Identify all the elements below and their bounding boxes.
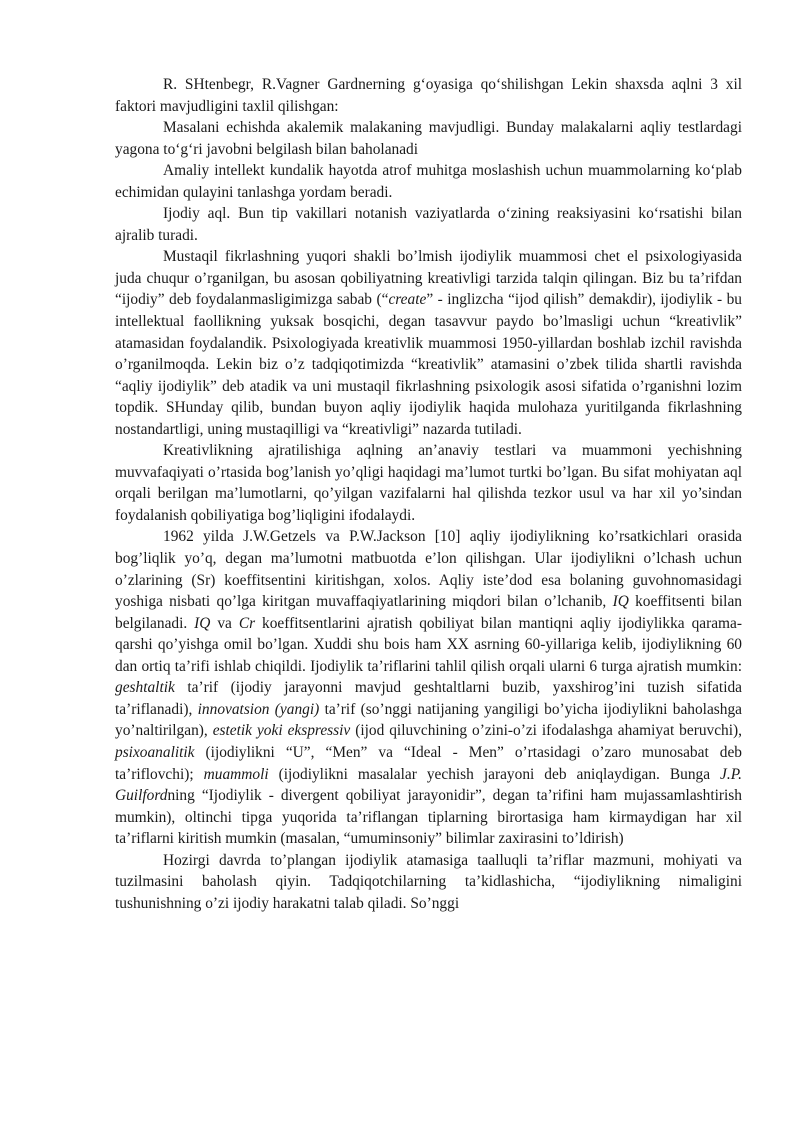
paragraph <box>115 117 742 160</box>
paragraph <box>115 850 742 915</box>
text-run: (ijodiylikni “U”, “Men” va “Ideal - Men” o’rtasidagi o’zaro munosabat deb ta’riflovchi); <box>115 743 742 783</box>
text-run: Mustaqil fikrlashning yuqori shakli bo’lmish ijodiylik muammosi chet el psixologiyasida juda chuqur o’rganilgan, bu asosan qobiliyatning kreativligi tarzida talqin qilingan. Biz bu ta’rifdan “ijodiy” deb foydalanmasligimizga sabab (“ <box>115 248 742 309</box>
italic-text: create <box>388 291 427 309</box>
paragraph <box>115 440 742 526</box>
text-run: Amaliy intellekt kundalik hayotda atrof muhitga moslashish uchun muammolarning ko‘plab echimidan qulayini tanlashga yordam beradi. <box>115 162 742 201</box>
text-run: ning “Ijodiylik - divergent qobiliyat jarayonidir”, degan ta’rifini ham mujassamlashtirish mumkin), oltinchi tipga yuqorida ta’riflangan tiplarning birortasiga ham kirmaydigan har xil ta’riflarni kiritish mumkin (masalan, “umuminsoniy” bilimlar zaxirasini to’ldirish) <box>115 787 742 848</box>
italic-text: geshtaltik <box>115 679 175 697</box>
text-run: koeffitsenti bilan belgilanadi. <box>115 593 742 632</box>
text-run: ” - inglizcha “ijod qilish” demakdir), ijodiylik - bu intellektual faollikning yuksak bosqichi, degan tasavvur paydo bo’lmasligi uchun “kreativlik” atamasidan foydalandik. Psixologiyada kreativlik muammosi 1950-yillardan boshlab izchil ravishda o’rganilmoqda. Lekin biz o’z tadqiqotimizda “kreativlik” atamasini o’zbek tilida shartli ravishda “aqliy ijodiylik” deb atadik va uni mustaqil fikrlashning psixologik asosi sifatida o’rganishni lozim topdik. SHunday qilib, bundan buyon aqliy ijodiylik haqida mulohaza yuritilganda fikrlashning nostandartligi, uning mustaqilligi va “kreativligi” nazarda tutiladi. <box>115 291 743 438</box>
italic-text: IQ <box>612 593 629 611</box>
paragraph <box>115 526 742 849</box>
text-run: (ijodiylikni masalalar yechish jarayoni deb aniqlaydigan. Bunga <box>268 765 721 783</box>
paragraph <box>115 160 742 203</box>
italic-text: muammoli <box>203 765 269 783</box>
text-run: R. SHtenbegr, R.Vagner Gardnerning g‘oyasiga qo‘shilishgan Lekin shaxsda aqlni 3 xil faktori mavjudligini taxlil qilishgan: <box>115 76 742 115</box>
document-body <box>115 74 742 914</box>
text-run: 1962 yilda J.W.Getzels va P.W.Jackson [10] aqliy ijodiylikning ko’rsatkichlari orasida bog’liqlik yo’q, degan ma’lumotni matbuotda e’lon qilishgan. Ular ijodiylikni o’lchash uchun o’zlarining (Sr) koeffitsentini kiritishgan, xolos. Aqliy iste’dod esa bolaning guvohnomasidagi yoshiga nisbati qo’lga kiritgan muvaffaqiyatlarining miqdori bilan o’lchanib, <box>115 528 742 611</box>
paragraph <box>115 203 742 246</box>
text-run: koeffitsentlarini ajratish qobiliyat bilan mantiqni aqliy ijodiylikka qarama-qarshi qo’yishga omil bo’lgan. Xuddi shu bois ham XX asrning 60-yillariga kelib, ijodiylikning 60 dan ortiq ta’rifi ishlab chiqildi. Ijodiylik ta’riflarini tahlil qilish orqali ularni 6 turga ajratish mumkin: <box>115 614 742 675</box>
text-run: Masalani echishda akalemik malakaning mavjudligi. Bunday malakalarni aqliy testlardagi yagona to‘g‘ri javobni belgilash bilan baholanadi <box>115 119 742 158</box>
text-run: ta’rif (so’nggi natijaning yangiligi bo’yicha ijodiylikni baholashga yo’naltirilgan), <box>115 700 742 740</box>
italic-text: innovatsion (yangi) <box>197 700 320 718</box>
paragraph <box>115 246 742 440</box>
text-run: va <box>210 614 239 632</box>
text-run: ta’rif (ijodiy jarayonni mavjud geshtaltlarni buzib, yaxshirog’ini tuzish sifatida ta’riflanadi), <box>115 679 742 718</box>
italic-text: J.P. Guilford <box>115 765 742 805</box>
italic-text: psixoanalitik <box>115 743 195 761</box>
text-run: Kreativlikning ajratilishiga aqlning an’anaviy testlari va muammoni yechishning muvvafaqiyati o’rtasida bog’lanish yo’qligi haqidagi ma’lumot turtki bo’lgan. Bu sifat mohiyatan aql orqali berilgan ma’lumotlarni, qo’yilgan vazifalarni hal qilishda tezkor usul va har xil yo’sindan foydalanish qobiliyatiga bog’liqligini ifodalaydi. <box>115 442 742 524</box>
text-run: (ijod qiluvchining o’zini-o’zi ifodalashga ahamiyat beruvchi), <box>350 722 742 740</box>
text-run: Hozirgi davrda to’plangan ijodiylik atamasiga taalluqli ta’riflar mazmuni, mohiyati va tuzilmasini baholash qiyin. Tadqiqotchilarning ta’kidlashicha, “ijodiylikning nimaligini tushunishning o’zi ijodiy harakatni talab qiladi. So’nggi <box>115 851 742 912</box>
text-run: Ijodiy aql. Bun tip vakillari notanish vaziyatlarda o‘zining reaksiyasini ko‘rsatishi bilan ajralib turadi. <box>115 205 742 244</box>
italic-text: estetik yoki ekspressiv <box>212 722 351 740</box>
paragraph <box>115 74 742 117</box>
italic-text: IQ <box>194 614 211 632</box>
italic-text: Cr <box>238 614 256 632</box>
